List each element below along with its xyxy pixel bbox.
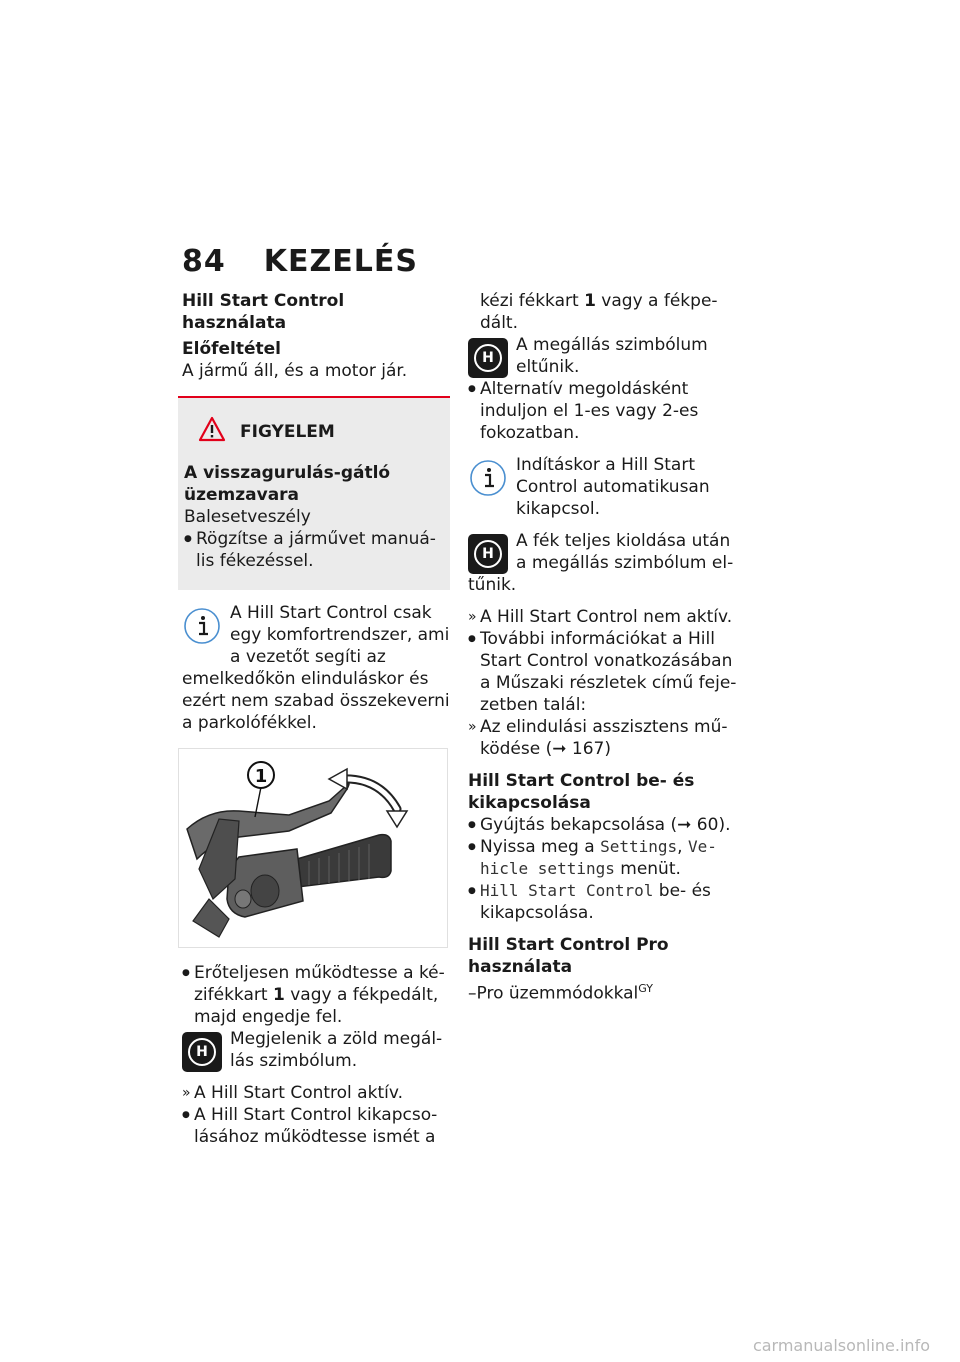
page-reference-arrow-icon: ➞ [552,739,567,759]
right-column [468,290,740,1005]
section-2-bullet-1 [468,814,740,836]
info-note-2 [468,454,740,520]
warning-bullet: ● Rögzítse a járművet manuális fékezéssel. [184,528,442,572]
warning-title: A visszagurulás-gátló üzemzavara [184,463,391,505]
more-info-bullet: ● További információkat a Hill Start Control vonatkozásában a Műszaki részletek című fejezetben talál: [468,628,740,716]
warning-subtitle: Balesetveszély [184,507,311,527]
warning-label: FIGYELEM [240,422,335,442]
footer-watermark: carmanualsonline.info [752,1336,930,1355]
continued-pre: kézi fékkart [480,291,585,311]
step-1-icon-note [182,1028,450,1072]
section-2-bullet-3 [468,880,740,924]
alternative-bullet: ● Alternatív megoldásként induljon el 1-es vagy 2-es fokozatban. [468,378,740,444]
figure-brake-lever [178,748,448,948]
step-2: ● A Hill Start Control kikapcsolásához működtesse ismét a [182,1104,450,1148]
step-1-post: vagy a fékpedált, majd engedje fel. [194,985,439,1027]
page-number: 84 [182,244,226,279]
result-3-text: Az elindulási asszisztens működése ( [480,717,728,759]
hill-start-h-icon: H [468,534,508,574]
s2-b1-close: ). [718,815,731,835]
icon-note-1 [468,334,740,378]
hill-start-h-icon: H [182,1032,222,1072]
info-icon [468,458,508,504]
result-1: » A Hill Start Control aktív. [182,1082,450,1104]
section-3-text [468,978,740,1005]
s3-text: –Pro üzemmódokkal [468,983,639,1004]
result-3-close: ) [604,739,611,759]
chapter-title: KEZELÉS [263,244,418,279]
s2-b3-code: Hill Start Control [480,881,654,900]
warning-triangle-icon [198,416,226,448]
info-icon [182,606,222,652]
continued-text [468,290,740,334]
result-2: » A Hill Start Control nem aktív. [468,606,740,628]
icon-note-2-text: A fék teljes kioldása után a megállás szimbólum eltűnik. [468,531,734,595]
left-column [182,290,450,1148]
step-1 [182,962,450,1028]
step-1-pre: Erőteljesen működtesse a kézifékkart [194,963,445,1005]
s2-b2-code-2: Vehicle settings [480,837,717,878]
info-text: A Hill Start Control csak egy komfortrendszer, ami a vezetőt segíti az emelkedőkön elinduláskor és ezért nem szabad összekeverni a parkolófékkel. [182,603,450,733]
result-3 [468,716,740,760]
precondition-text: A jármű áll, és a motor jár. [182,361,408,381]
s3-sup: GY [638,982,653,995]
section-2-bullet-2 [468,836,740,880]
info-note [182,602,450,734]
step-1-icon-text: Megjelenik a zöld megállás szimbólum. [230,1029,443,1071]
icon-note-2 [468,530,740,596]
icon-note-1-text: A megállás szimbólum eltűnik. [516,335,708,377]
page-header [182,244,418,279]
continued-ref: 1 [584,291,596,311]
warning-box [178,396,450,590]
s2-b1-text: Gyújtás bekapcsolása ( [480,815,678,835]
continued-post: vagy a fékpedált. [480,291,718,333]
hill-start-h-icon: H [468,338,508,378]
s2-b3-post: be- és kikapcsolása. [480,881,711,923]
section-2-title: Hill Start Control be- és kikapcsolása [468,771,695,813]
s2-b1-page: 60 [696,815,719,835]
precondition-title: Előfeltétel [182,339,282,359]
s2-b2-code-1: Settings [600,837,678,856]
warning-header [198,416,442,448]
section-3-title: Hill Start Control Pro használata [468,935,669,977]
step-1-ref: 1 [272,985,285,1005]
info-note-2-text: Indításkor a Hill Start Control automatikusan kikapcsol. [516,455,710,519]
result-3-page: 167 [571,739,605,759]
s2-b2-post: menüt. [614,859,681,879]
page-reference-arrow-icon: ➞ [677,815,692,835]
s2-b2-sep: , [677,837,688,857]
figure-callout-1: 1 [254,766,268,787]
s2-b2-pre: Nyissa meg a [480,837,601,857]
section-title: Hill Start Control használata [182,291,345,333]
